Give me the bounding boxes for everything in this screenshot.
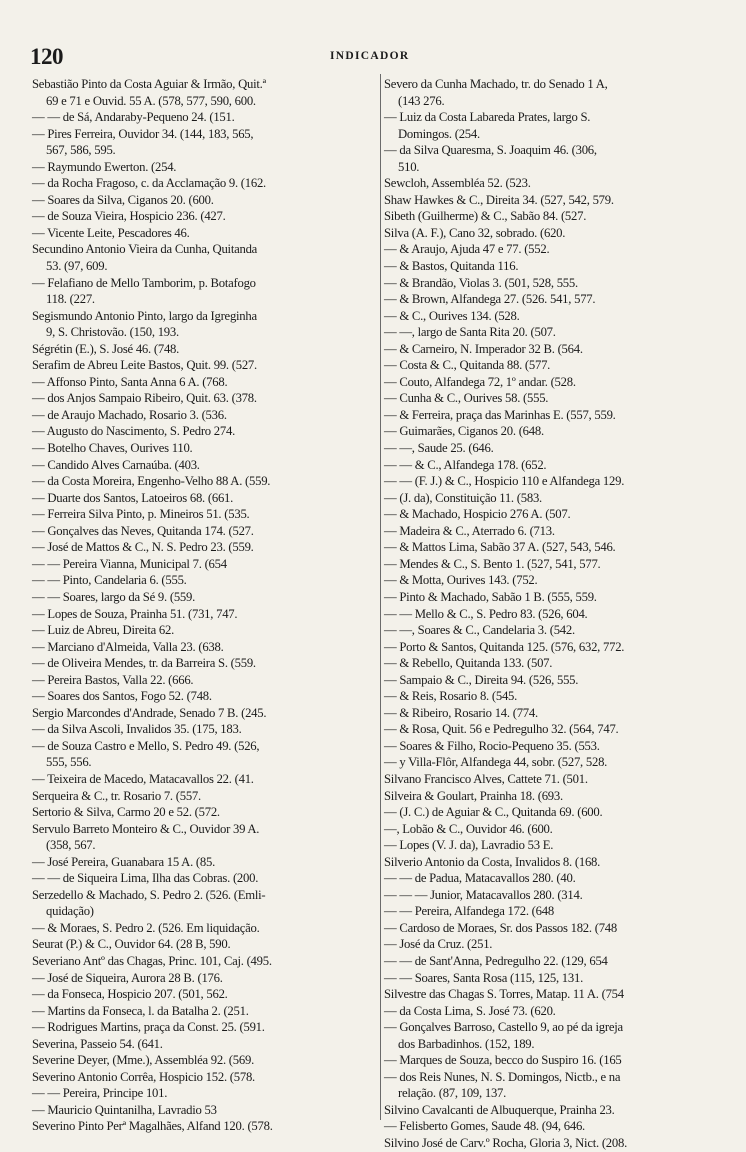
entry-line: — Porto & Santos, Quitanda 125. (576, 632, 772. (384, 639, 625, 654)
entry-line: — da Costa Moreira, Engenho-Velho 88 A. (559. (32, 474, 271, 489)
directory-entry (32, 655, 376, 672)
entry-line: — — de Siqueira Lima, Ilha das Cobras. (200. (32, 871, 259, 886)
entry-line: — da Rocha Fragoso, c. da Acclamação 9. (162. (32, 176, 266, 191)
directory-entry (32, 1052, 376, 1069)
entry-line: — & Machado, Hospicio 276 A. (507. (384, 507, 571, 522)
directory-entry (384, 76, 724, 109)
directory-entry (384, 341, 724, 358)
entry-line: — de Oliveira Mendes, tr. da Barreira S. (559. (32, 656, 256, 671)
entry-continuation-line: (358, 567. (46, 838, 96, 853)
entry-line: — José de Mattos & C., N. S. Pedro 23. (559. (32, 540, 254, 555)
entry-line: — —, Soares & C., Candelaria 3. (542. (384, 623, 575, 638)
entry-line: — Pinto & Machado, Sabão 1 B. (555, 559. (384, 589, 597, 604)
directory-entry (384, 622, 724, 639)
directory-entry (384, 291, 724, 308)
entry-line: Sertorio & Silva, Carmo 20 e 52. (572. (32, 805, 220, 820)
entry-line: — Madeira & C., Aterrado 6. (713. (384, 523, 555, 538)
entry-line: — — Pereira, Principe 101. (32, 1086, 168, 1101)
directory-entry (32, 1118, 376, 1135)
entry-line: Severine Deyer, (Mme.), Assembléa 92. (569. (32, 1053, 254, 1068)
directory-entry (384, 556, 724, 573)
entry-line: — — (F. J.) & C., Hospicio 110 e Alfandega 129. (384, 474, 625, 489)
directory-entry (384, 771, 724, 788)
entry-line: — & Araujo, Ajuda 47 e 77. (552. (384, 242, 550, 257)
entry-line: Severina, Passeio 54. (641. (32, 1036, 163, 1051)
directory-entry (384, 721, 724, 738)
directory-entry (384, 523, 724, 540)
entry-line: Ségrétin (E.), S. José 46. (748. (32, 341, 180, 356)
entry-line: — & Rosa, Quit. 56 e Pedregulho 32. (564, 747. (384, 722, 619, 737)
directory-entry (32, 506, 376, 523)
entry-line: — — de Sá, Andaraby-Pequeno 24. (151. (32, 110, 235, 125)
directory-entry (384, 440, 724, 457)
entry-line: — — — Junior, Matacavallos 280. (314. (384, 887, 583, 902)
entry-continuation-line: 69 e 71 e Ouvid. 55 A. (578, 577, 590, 600. (46, 93, 256, 108)
directory-entry (384, 837, 724, 854)
entry-line: Severo da Cunha Machado, tr. do Senado 1 A, (384, 77, 608, 91)
entry-continuation-line: relação. (87, 109, 137. (398, 1086, 507, 1101)
directory-entry (384, 490, 724, 507)
entry-line: — Costa & C., Quitanda 88. (577. (384, 358, 551, 373)
entry-line: — de Souza Vieira, Hospicio 236. (427. (32, 209, 226, 224)
directory-entry (384, 1118, 724, 1135)
directory-entry (32, 523, 376, 540)
directory-entry (384, 1052, 724, 1069)
entry-line: Silva (A. F.), Cano 32, sobrado. (620. (384, 225, 566, 240)
directory-entry (32, 341, 376, 358)
entry-line: — & Reis, Rosario 8. (545. (384, 689, 518, 704)
entry-line: — da Fonseca, Hospicio 207. (501, 562. (32, 987, 228, 1002)
entry-line: — — Soares, largo da Sé 9. (559. (32, 589, 196, 604)
directory-entry (384, 887, 724, 904)
entry-continuation-line: 510. (398, 159, 420, 174)
entry-line: Silvino Cavalcanti de Albuquerque, Prainha 23. (384, 1102, 615, 1117)
entry-line: Severino Pinto Perª Magalhães, Alfand 120. (578. (32, 1119, 273, 1134)
entry-line: —, Lobão & C., Ouvidor 46. (600. (384, 821, 553, 836)
entry-line: Serzedello & Machado, S. Pedro 2. (526. (Emli- (32, 887, 266, 902)
directory-entry (384, 175, 724, 192)
entry-line: — & Ribeiro, Rosario 14. (774. (384, 705, 538, 720)
entry-line: — —, largo de Santa Rita 20. (507. (384, 325, 556, 340)
directory-entry (32, 407, 376, 424)
directory-entry (384, 142, 724, 175)
directory-entry (384, 241, 724, 258)
directory-entry (384, 390, 724, 407)
directory-entry (32, 804, 376, 821)
entry-continuation-line: Domingos. (254. (398, 126, 480, 141)
entry-line: — dos Reis Nunes, N. S. Domingos, Nictb., e na (384, 1069, 621, 1084)
entry-line: — & Mattos Lima, Sabão 37 A. (527, 543, 546. (384, 540, 616, 555)
entry-line: — Duarte dos Santos, Latoeiros 68. (661. (32, 490, 234, 505)
entry-line: — (J. da), Constituição 11. (583. (384, 490, 542, 505)
entry-line: — & Brown, Alfandega 27. (526. 541, 577. (384, 292, 596, 307)
directory-entry (384, 986, 724, 1003)
entry-line: Servulo Barreto Monteiro & C., Ouvidor 39 A. (32, 821, 260, 836)
entry-line: — — Mello & C., S. Pedro 83. (526, 604. (384, 606, 588, 621)
directory-entry (32, 1003, 376, 1020)
entry-continuation-line: 53. (97, 609. (46, 259, 108, 274)
entry-line: — & Motta, Ourives 143. (752. (384, 573, 538, 588)
entry-line: — Raymundo Ewerton. (254. (32, 159, 177, 174)
entry-line: — — de Sant'Anna, Pedregulho 22. (129, 654 (384, 953, 608, 968)
entry-line: — & Brandão, Violas 3. (501, 528, 555. (384, 275, 578, 290)
entry-line: — Felisberto Gomes, Saude 48. (94, 646. (384, 1119, 585, 1134)
directory-entry (384, 539, 724, 556)
entry-line: — y Villa-Flôr, Alfandega 44, sobr. (527, 528. (384, 755, 608, 770)
directory-entry (384, 788, 724, 805)
entry-line: — & Moraes, S. Pedro 2. (526. Em liquidação. (32, 920, 260, 935)
directory-entry (32, 374, 376, 391)
entry-line: — dos Anjos Sampaio Ribeiro, Quit. 63. (378. (32, 391, 257, 406)
entry-line: Seurat (P.) & C., Ouvidor 64. (28 B, 590. (32, 937, 231, 952)
directory-entry (32, 457, 376, 474)
directory-entry (32, 920, 376, 937)
entry-line: Secundino Antonio Vieira da Cunha, Quitanda (32, 242, 258, 257)
page-header (30, 44, 720, 70)
entry-line: Silvestre das Chagas S. Torres, Matap. 11 A. (754 (384, 987, 624, 1002)
entry-line: Severiano Antº das Chagas, Princ. 101, Caj. (495. (32, 953, 272, 968)
entry-line: — Gonçalves das Neves, Quitanda 174. (527. (32, 523, 254, 538)
entry-line: — José da Cruz. (251. (384, 937, 493, 952)
directory-entry (32, 208, 376, 225)
entry-line: — Lopes de Souza, Prainha 51. (731, 747. (32, 606, 238, 621)
directory-entry (32, 1085, 376, 1102)
directory-entry (384, 1102, 724, 1119)
directory-entry (32, 738, 376, 771)
entry-line: — Lopes (V. J. da), Lavradio 53 E. (384, 838, 554, 853)
directory-entry (384, 109, 724, 142)
directory-entry (384, 457, 724, 474)
directory-entry (32, 1069, 376, 1086)
directory-entry (384, 208, 724, 225)
directory-entry (384, 308, 724, 325)
directory-entry (384, 374, 724, 391)
entry-line: — Candido Alves Carnaúba. (403. (32, 457, 200, 472)
entry-line: — José de Siqueira, Aurora 28 B. (176. (32, 970, 223, 985)
directory-entry (384, 506, 724, 523)
entry-line: — Marques de Souza, becco do Suspiro 16. (165 (384, 1053, 622, 1068)
entry-line: — — Soares, Santa Rosa (115, 125, 131. (384, 970, 584, 985)
directory-entry (32, 572, 376, 589)
entry-line: Segismundo Antonio Pinto, largo da Igreginha (32, 308, 257, 323)
entry-line: — Luiz da Costa Labareda Prates, largo S. (384, 110, 591, 125)
entry-line: — Guimarães, Ciganos 20. (648. (384, 424, 544, 439)
entry-line: — Martins da Fonseca, l. da Batalha 2. (251. (32, 1003, 249, 1018)
directory-entry (32, 639, 376, 656)
right-column (384, 76, 724, 1152)
entry-line: — — Pereira, Alfandega 172. (648 (384, 904, 554, 919)
entry-continuation-line: quidação) (46, 904, 94, 919)
directory-entry (384, 572, 724, 589)
directory-entry (32, 589, 376, 606)
directory-entry (32, 771, 376, 788)
entry-line: — — Pinto, Candelaria 6. (555. (32, 573, 187, 588)
entry-line: — Soares dos Santos, Fogo 52. (748. (32, 689, 212, 704)
entry-line: Sibeth (Guilherme) & C., Sabão 84. (527. (384, 209, 587, 224)
entry-line: — & Ferreira, praça das Marinhas E. (557, 559. (384, 407, 616, 422)
entry-line: — Pires Ferreira, Ouvidor 34. (144, 183, 565, (32, 126, 254, 141)
directory-entry (32, 76, 376, 109)
directory-entry (32, 308, 376, 341)
entry-line: — —, Saude 25. (646. (384, 441, 494, 456)
directory-entry (384, 688, 724, 705)
entry-continuation-line: 567, 586, 595. (46, 143, 116, 158)
directory-entry (32, 1036, 376, 1053)
entry-continuation-line: 9, S. Christovão. (150, 193. (46, 325, 179, 340)
entry-line: — & Bastos, Quitanda 116. (384, 259, 519, 274)
directory-entry (384, 1003, 724, 1020)
running-head: INDICADOR (330, 50, 410, 62)
entry-line: — Rodrigues Martins, praça da Const. 25. (591. (32, 1020, 265, 1035)
directory-entry (384, 275, 724, 292)
entry-line: Silvino José de Carv.º Rocha, Gloria 3, Nict. (208. (384, 1136, 628, 1150)
directory-entry (32, 109, 376, 126)
entry-line: Severino Antonio Corrêa, Hospicio 152. (578. (32, 1069, 255, 1084)
directory-entry (32, 1019, 376, 1036)
entry-continuation-line: 118. (227. (46, 292, 95, 307)
directory-entry (384, 1135, 724, 1152)
directory-entry (384, 920, 724, 937)
directory-entry (384, 357, 724, 374)
directory-entry (384, 423, 724, 440)
entry-line: — José Pereira, Guanabara 15 A. (85. (32, 854, 216, 869)
entry-line: Silveira & Goulart, Prainha 18. (693. (384, 788, 563, 803)
directory-entry (32, 556, 376, 573)
directory-entry (32, 854, 376, 871)
directory-entry (32, 688, 376, 705)
entry-line: Silvano Francisco Alves, Cattete 71. (501. (384, 771, 588, 786)
directory-entry (32, 788, 376, 805)
entry-line: — Pereira Bastos, Valla 22. (666. (32, 672, 194, 687)
directory-entry (32, 622, 376, 639)
entry-line: — Affonso Pinto, Santa Anna 6 A. (768. (32, 374, 228, 389)
entry-line: — Cunha & C., Ourives 58. (555. (384, 391, 549, 406)
directory-entry (384, 258, 724, 275)
directory-entry (32, 390, 376, 407)
entry-line: — & Rebello, Quitanda 133. (507. (384, 656, 553, 671)
entry-line: — Gonçalves Barroso, Castello 9, ao pé da igreja (384, 1020, 623, 1035)
directory-entry (384, 804, 724, 821)
entry-line: — Botelho Chaves, Ourives 110. (32, 441, 193, 456)
entry-line: — Cardoso de Moraes, Sr. dos Passos 182. (748 (384, 920, 617, 935)
directory-entry (384, 324, 724, 341)
entry-line: — Augusto do Nascimento, S. Pedro 274. (32, 424, 236, 439)
directory-entry (384, 407, 724, 424)
directory-entry (32, 821, 376, 854)
entry-line: — da Silva Quaresma, S. Joaquim 46. (306, (384, 143, 597, 158)
entry-line: Sergio Marcondes d'Andrade, Senado 7 B. (245. (32, 705, 267, 720)
directory-entry (384, 854, 724, 871)
entry-continuation-line: dos Barbadinhos. (152, 189. (398, 1036, 535, 1051)
left-column (32, 76, 376, 1135)
directory-entry (384, 655, 724, 672)
directory-entry (32, 225, 376, 242)
directory-entry (32, 1102, 376, 1119)
directory-entry (384, 970, 724, 987)
directory-entry (32, 970, 376, 987)
entry-line: — — Pereira Vianna, Municipal 7. (654 (32, 556, 227, 571)
entry-line: — Soares & Filho, Rocio-Pequeno 35. (553. (384, 738, 600, 753)
directory-entry (384, 606, 724, 623)
entry-line: — Couto, Alfandega 72, 1º andar. (528. (384, 374, 576, 389)
entry-line: — Luiz de Abreu, Direita 62. (32, 623, 175, 638)
entry-line: — de Araujo Machado, Rosario 3. (536. (32, 407, 227, 422)
entry-continuation-line: 555, 556. (46, 755, 92, 770)
directory-entry (384, 936, 724, 953)
directory-entry (32, 705, 376, 722)
entry-line: — Teixeira de Macedo, Matacavallos 22. (41. (32, 771, 254, 786)
directory-entry (32, 423, 376, 440)
directory-entry (32, 887, 376, 920)
entry-line: — da Costa Lima, S. José 73. (620. (384, 1003, 556, 1018)
entry-line: — Ferreira Silva Pinto, p. Mineiros 51. (535. (32, 507, 250, 522)
entry-line: — — de Padua, Matacavallos 280. (40. (384, 871, 576, 886)
directory-entry (32, 241, 376, 274)
directory-entry (32, 357, 376, 374)
directory-entry (32, 721, 376, 738)
directory-entry (32, 936, 376, 953)
entry-line: Sewcloh, Assembléa 52. (523. (384, 176, 531, 191)
page-number: 120 (30, 44, 63, 69)
entry-line: — (J. C.) de Aguiar & C., Quitanda 69. (600. (384, 805, 603, 820)
directory-entry (384, 1019, 724, 1052)
entry-line: — Soares da Silva, Ciganos 20. (600. (32, 192, 214, 207)
directory-entry (32, 490, 376, 507)
entry-line: — Sampaio & C., Direita 94. (526, 555. (384, 672, 579, 687)
directory-entry (384, 192, 724, 209)
entry-line: — Felafiano de Mello Tamborim, p. Botafogo (32, 275, 256, 290)
entry-line: — de Souza Castro e Mello, S. Pedro 49. (526, (32, 738, 260, 753)
directory-entry (384, 903, 724, 920)
directory-entry (32, 672, 376, 689)
directory-entry (384, 870, 724, 887)
directory-entry (384, 754, 724, 771)
entry-line: Serqueira & C., tr. Rosario 7. (557. (32, 788, 201, 803)
directory-entry (384, 639, 724, 656)
column-divider (380, 74, 381, 1120)
directory-entry (384, 1069, 724, 1102)
directory-entry (32, 159, 376, 176)
entry-continuation-line: (143 276. (398, 93, 445, 108)
directory-entry (384, 705, 724, 722)
entry-line: Sebastião Pinto da Costa Aguiar & Irmão, Quit.ª (32, 77, 266, 91)
entry-line: — Vicente Leite, Pescadores 46. (32, 225, 190, 240)
directory-entry (32, 473, 376, 490)
directory-entry (384, 473, 724, 490)
directory-entry (32, 126, 376, 159)
entry-line: Shaw Hawkes & C., Direita 34. (527, 542, 579. (384, 192, 614, 207)
directory-entry (32, 175, 376, 192)
directory-entry (384, 589, 724, 606)
entry-line: — Mauricio Quintanilha, Lavradio 53 (32, 1102, 217, 1117)
directory-entry (32, 440, 376, 457)
directory-entry (32, 275, 376, 308)
directory-entry (384, 672, 724, 689)
directory-entry (32, 870, 376, 887)
directory-entry (32, 986, 376, 1003)
directory-entry (384, 953, 724, 970)
entry-line: — Mendes & C., S. Bento 1. (527, 541, 577. (384, 556, 601, 571)
directory-entry (384, 738, 724, 755)
entry-line: — da Silva Ascoli, Invalidos 35. (175, 183. (32, 722, 242, 737)
directory-entry (32, 953, 376, 970)
directory-entry (32, 539, 376, 556)
entry-line: Silverio Antonio da Costa, Invalidos 8. (168. (384, 854, 601, 869)
directory-entry (32, 606, 376, 623)
directory-entry (384, 225, 724, 242)
entry-line: Serafim de Abreu Leite Bastos, Quit. 99. (527. (32, 358, 257, 373)
directory-entry (32, 192, 376, 209)
entry-line: — & C., Ourives 134. (528. (384, 308, 520, 323)
entry-line: — Marciano d'Almeida, Valla 23. (638. (32, 639, 224, 654)
entry-line: — — & C., Alfandega 178. (652. (384, 457, 547, 472)
directory-entry (384, 821, 724, 838)
entry-line: — & Carneiro, N. Imperador 32 B. (564. (384, 341, 583, 356)
